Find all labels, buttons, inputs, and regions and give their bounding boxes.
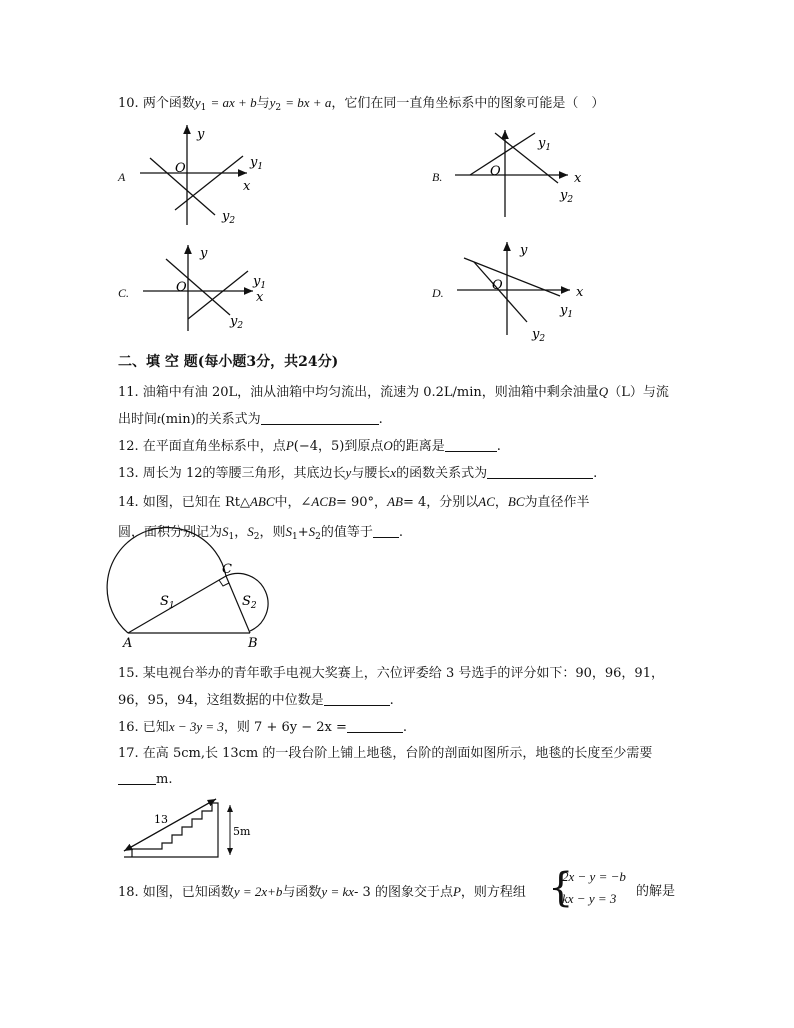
stairs-outline <box>124 803 218 857</box>
label-a: A <box>123 636 133 651</box>
answer-blank[interactable] <box>324 693 390 706</box>
q17-line2: m. <box>118 772 172 788</box>
label-s1: $S_1$ <box>160 594 175 611</box>
answer-blank[interactable] <box>373 525 399 538</box>
q14-line2: 圆，面积分别记为$S_1$，$S_2$，则$S_1+S_2$的值等于 . <box>118 524 404 542</box>
q11-line2: 出时间t(min)的关系式为 . <box>118 411 383 427</box>
q11-line1: 11. 油箱中有油 20L，油从油箱中均匀流出，流速为 0.2L/min，则油箱中剩余油量Q（L）与流 <box>118 384 669 400</box>
q14-line1: 14. 如图，已知在 Rt△ABC中，∠ACB= 90°，AB= 4，分别以AC，BC为直径作半 <box>118 494 590 510</box>
q17-stairs-figure <box>118 793 258 863</box>
q18-tail: 的解是 <box>636 884 676 899</box>
y1-label: $y_1$ <box>253 274 267 291</box>
option-b-label: B. <box>432 170 443 184</box>
q15-line2: 96，95，94，这组数据的中位数是 . <box>118 693 394 708</box>
y2-label: $y_2$ <box>230 314 244 331</box>
answer-blank[interactable] <box>445 439 497 452</box>
y-label: y <box>197 127 205 142</box>
label-b: B <box>248 636 258 651</box>
q16: 16. 已知x − 3y = 3，则 7 + 6y − 2x = . <box>118 719 408 735</box>
label-s2: $S_2$ <box>242 594 257 611</box>
option-a-label: A <box>118 170 126 184</box>
y-label: y <box>200 246 208 261</box>
q18: 18. 如图，已知函数y = 2x+b与函数y = kx- 3 的图象交于点P，则方程组 <box>118 884 526 900</box>
q12: 12. 在平面直角坐标系中，点P(−4，5)到原点O的距离是 . <box>118 438 501 454</box>
q14-figure <box>118 553 298 651</box>
answer-blank[interactable] <box>261 412 379 425</box>
option-d-graph <box>452 240 602 345</box>
system-brace: { <box>548 865 574 911</box>
y1-label: $y_1$ <box>250 155 264 172</box>
y2-label: $y_2$ <box>222 209 236 226</box>
answer-blank[interactable] <box>347 720 403 733</box>
origin-label: O <box>176 280 187 295</box>
answer-blank[interactable] <box>487 466 593 479</box>
system-eq2: kx − y = 3 <box>562 891 617 906</box>
y2-label: $y_2$ <box>560 188 574 205</box>
q15-line1: 15. 某电视台举办的青年歌手电视大奖赛上，六位评委给 3 号选手的评分如下：90，96，91， <box>118 666 664 681</box>
option-b-graph <box>450 125 590 235</box>
origin-label: O <box>490 164 501 179</box>
q10-stem: 10. 两个函数$y_1$ = ax + b与$y_2$ = bx + a，它们在同一直角坐标系中的图象可能是（ ） <box>118 95 605 113</box>
system-eq1: 2x − y = −b <box>562 869 626 884</box>
length-label: 13 <box>154 813 168 826</box>
x-label: x <box>256 290 264 305</box>
option-c-label: C. <box>118 286 130 300</box>
x-label: x <box>574 171 582 186</box>
x-label: x <box>576 285 584 300</box>
q17-line1: 17. 在高 5cm,长 13cm 的一段台阶上铺上地毯，台阶的剖面如图所示，地毯的长度至少需要 <box>118 746 653 761</box>
option-c-graph <box>138 243 278 338</box>
y-label: y <box>520 243 528 258</box>
y1-label: $y_1$ <box>538 136 552 153</box>
section-heading: 二、填 空 题(每小题3分，共24分) <box>118 354 339 370</box>
y2-label: $y_2$ <box>532 327 546 344</box>
origin-label: O <box>492 278 503 293</box>
answer-blank[interactable] <box>118 772 156 785</box>
option-a-graph <box>135 120 275 230</box>
label-c: C <box>222 562 232 577</box>
option-d-label: D. <box>432 286 444 300</box>
line-y2 <box>188 271 248 319</box>
height-label: 5m <box>233 825 251 838</box>
y1-label: $y_1$ <box>560 303 574 320</box>
x-label: x <box>243 179 251 194</box>
segment-ac <box>128 576 226 633</box>
origin-label: O <box>175 161 186 176</box>
q13: 13. 周长为 12的等腰三角形，其底边长y与腰长x的函数关系式为 . <box>118 465 598 481</box>
